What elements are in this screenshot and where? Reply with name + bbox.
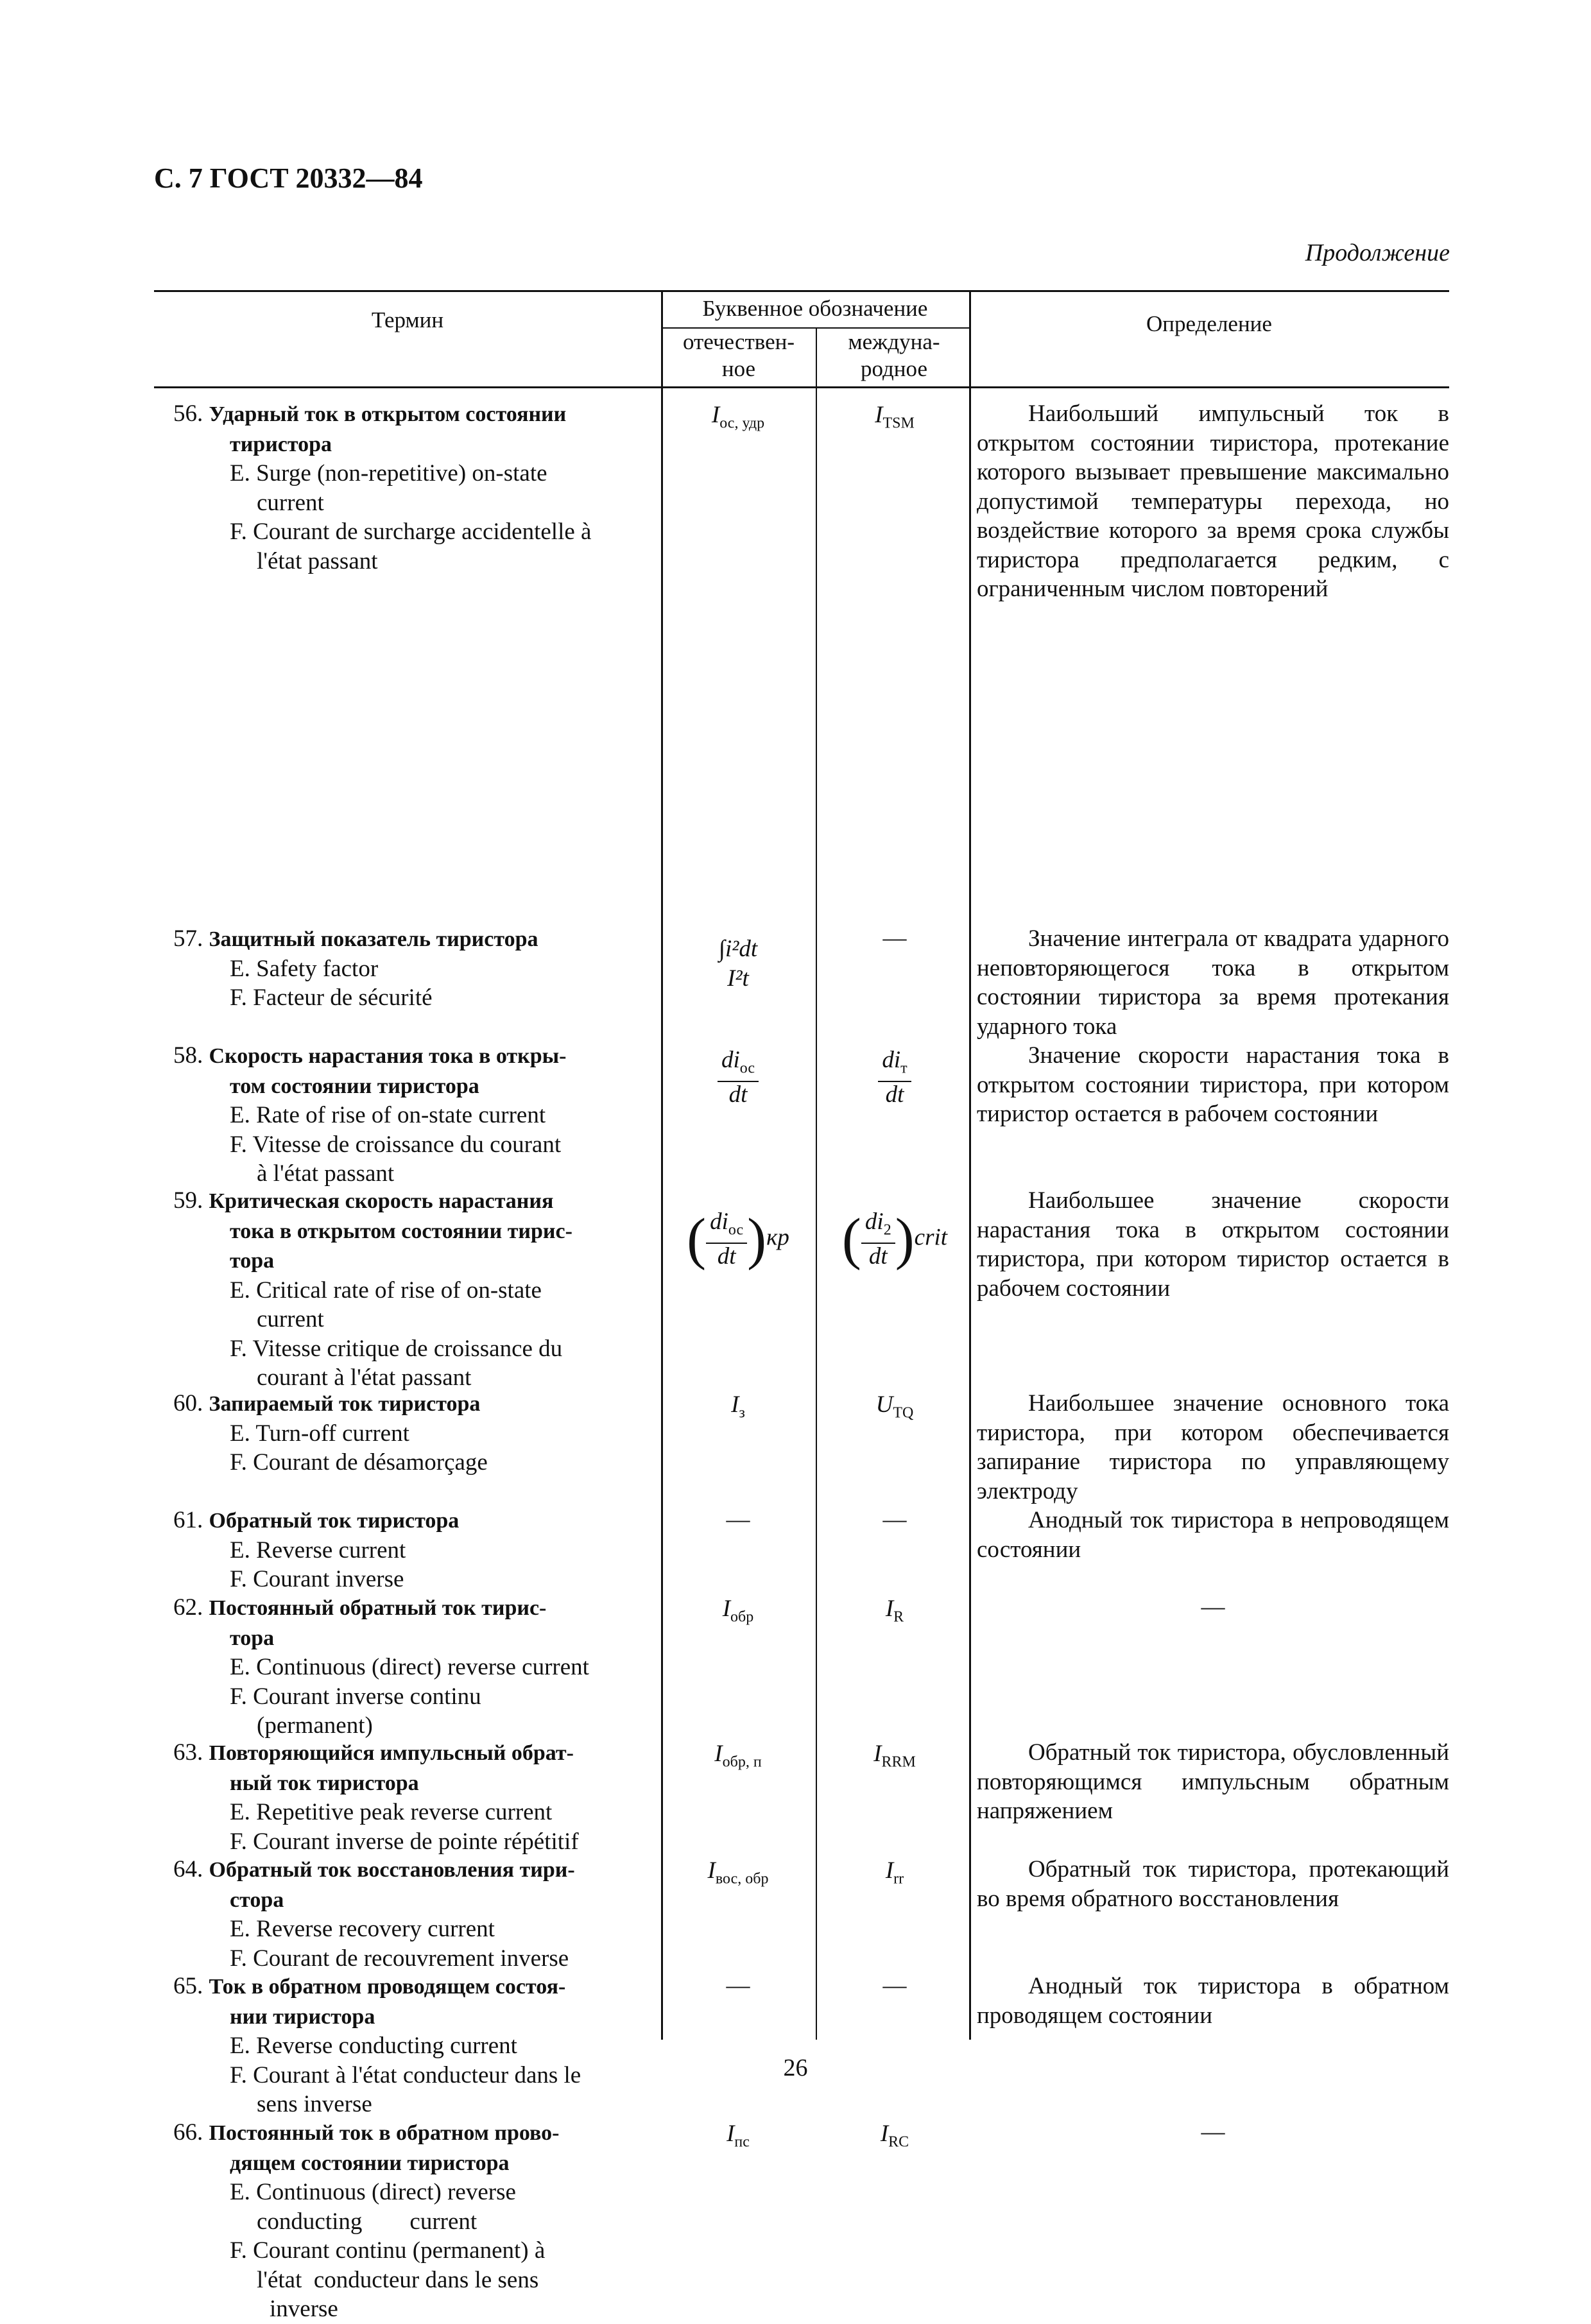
symbol-national-59: ( $\frac{di_{ос}}{dt}$ )кр (687, 1207, 789, 1271)
definition-58: Значение скорости нарастания тока в открытом состоянии тиристора, при котором тиристор остается в рабочем состоянии (977, 1042, 1449, 1127)
term-59: 59. Критическая скорость нарастания тока в открытом состоянии тирис- тора E. Critical rate of rise of on-state current F. Vitesse critique de croissance du courant à l'état passant (173, 1187, 572, 1391)
term-66: 66. Постоянный ток в обратном прово- дящем состоянии тиристора E. Continuous (direct) reverse conducting current F. Courant continu (permanent) à l'état conducteur dans le sens inverse (173, 2119, 560, 2322)
term-64: 64. Обратный ток восстановления тири- стора E. Reverse recovery current F. Courant de recouvrement inverse (173, 1856, 575, 1972)
symbol-national-65: — (726, 1972, 750, 1999)
col-divider-symbols (816, 327, 817, 2040)
definition-64: Обратный ток тиристора, протекающий во время обратного восстановления (977, 1856, 1449, 1912)
header-symbol-group: Буквенное обозначение (702, 296, 928, 321)
term-57: 57. Защитный показатель тиристора E. Safety factor F. Facteur de sécurité (173, 925, 538, 1011)
col-divider-definition (969, 290, 971, 2040)
header-national: отечествен-ное (682, 329, 795, 381)
symbol-international-63: $I_{RRM}$ (873, 1741, 916, 1771)
table-top-rule (154, 290, 1449, 292)
header-international: междуна-родное (848, 329, 940, 381)
symbol-international-58: $\frac{di_т}{dt}$ (819, 1047, 970, 1108)
symbol-international-59: ( $\frac{di_2}{dt}$ )crit (841, 1207, 948, 1271)
term-61: 61. Обратный ток тиристора E. Reverse current F. Courant inverse (173, 1507, 460, 1592)
symbol-national-62: $I_{обр}$ (722, 1596, 754, 1626)
definition-60: Наибольшее значение основного тока тиристора, при котором обеспечивается запирание тиристора по управляющему электроду (977, 1390, 1449, 1504)
term-65: 65. Ток в обратном проводящем состоя- нии тиристора E. Reverse conducting current F. Courant à l'état conducteur dans le sens inverse (173, 1973, 581, 2117)
symbol-national-63: $I_{обр, п}$ (714, 1741, 762, 1771)
definition-62: — (1201, 1594, 1225, 1620)
symbol-national-61: — (726, 1506, 750, 1533)
term-56: 56. Ударный ток в открытом состоянии тиристора E. Surge (non-repetitive) on-state current F. Courant de surcharge accidentelle à l'état passant (173, 400, 592, 574)
symbol-international-66: $I_{RC}$ (880, 2121, 909, 2151)
symbol-national-66: $I_{пс}$ (727, 2121, 750, 2151)
symbol-international-65: — (882, 1972, 907, 1999)
definition-59: Наибольшее значение скорости нарастания тока в открытом состоянии тиристора, при котором тиристор остается в рабочем состоянии (977, 1187, 1449, 1302)
symbol-national-64: $I_{вос, обр}$ (707, 1857, 769, 1888)
definition-65: Анодный ток тиристора в обратном проводящем состоянии (977, 1973, 1449, 2029)
page-header: С. 7 ГОСТ 20332—84 (154, 162, 423, 194)
term-63: 63. Повторяющийся импульсный обрат- ный ток тиристора E. Repetitive peak reverse current F. Courant inverse de pointe répétitif (173, 1739, 579, 1855)
term-58: 58. Скорость нарастания тока в откры- том состоянии тиристора E. Rate of rise of on-state current F. Vitesse de croissance du courant à l'état passant (173, 1042, 567, 1187)
symbol-international-60: $U_{TQ}$ (875, 1391, 914, 1422)
symbol-national-60: $I_з$ (731, 1391, 745, 1422)
symbol-national-58: $\frac{di_{ос}}{dt}$ (661, 1047, 815, 1108)
definition-57: Значение интеграла от квадрата ударного неповторяющегося тока в открытом состоянии тиристора за время протекания ударного тока (977, 925, 1449, 1040)
symbol-international-56: $I_{TSM}$ (875, 402, 915, 432)
symbol-international-57: — (882, 925, 907, 951)
definition-63: Обратный ток тиристора, обусловленный повторяющимся импульсным обратным напряжением (977, 1739, 1449, 1824)
definition-56: Наибольший импульсный ток в открытом состоянии тиристора, протекание которого вызывает превышение максимально допустимой температуры перехода, но воздействие которого за время срока службы тиристора предполагается редким, с ограниченным числом повторений (977, 400, 1449, 602)
header-definition: Определение (1146, 311, 1272, 336)
header-term: Термин (371, 307, 444, 332)
header-bottom-rule (154, 386, 1449, 388)
continuation-label: Продолжение (1305, 239, 1450, 266)
term-60: 60. Запираемый ток тиристора E. Turn-off current F. Courant de désamorçage (173, 1390, 488, 1476)
symbol-national-56: $I_{ос, удр}$ (711, 402, 765, 432)
definition-61: Анодный ток тиристора в непроводящем состоянии (977, 1507, 1449, 1563)
definition-66: — (1201, 2119, 1225, 2145)
symbol-international-61: — (882, 1506, 907, 1533)
term-62: 62. Постоянный обратный ток тирис- тора E. Continuous (direct) reverse current F. Courant inverse continu (permanent) (173, 1594, 589, 1739)
page-number: 26 (783, 2054, 808, 2081)
symbol-international-64: $I_{rr}$ (885, 1857, 904, 1888)
symbol-national-57: ∫i²dt I²t (718, 936, 758, 992)
symbol-international-62: $I_R$ (885, 1596, 904, 1626)
